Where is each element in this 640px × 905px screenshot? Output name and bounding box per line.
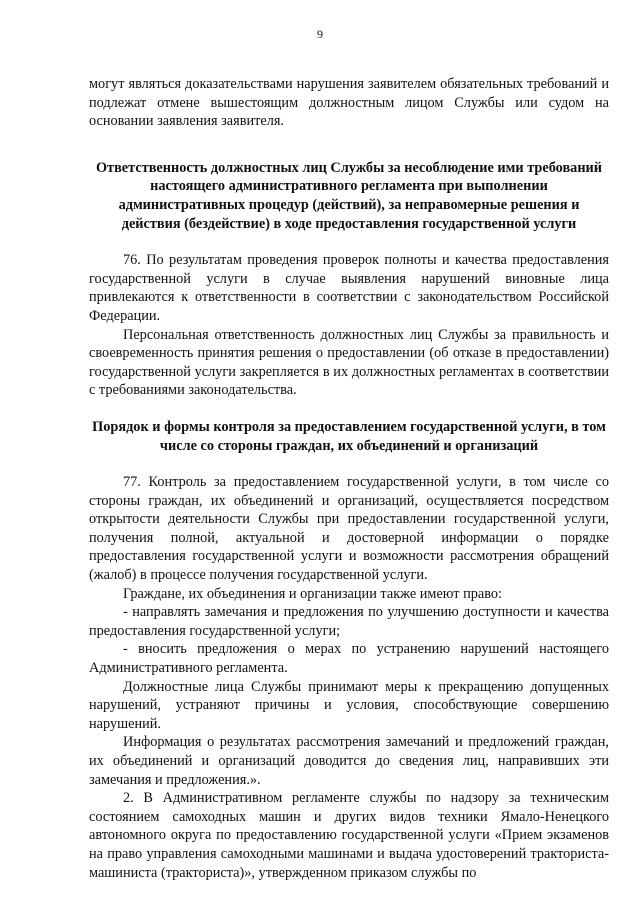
paragraph-2: 2. В Административном регламенте службы по надзору за техническим состоянием самоходных машин и других видов техники Ямало-Ненецкого автономного округа по предоставлению государственной услуги «Прием экзаменов на право управления самоходными машинами и выдача удостоверений тракториста-машиниста (тракториста)», утвержденном приказом службы по xyxy=(89,790,609,881)
paragraph-77-item-remarks: - направлять замечания и предложения по улучшению доступности и качества предоставления государственной услуги; xyxy=(89,604,609,639)
spacer xyxy=(89,400,609,418)
spacer xyxy=(89,131,609,159)
paragraph-77-information: Информация о результатах рассмотрения замечаний и предложений граждан, их объединений и организаций доводится до сведения лиц, направивших эти замечания и предложения.». xyxy=(89,734,609,788)
document-body xyxy=(89,75,609,882)
intro-paragraph: могут являться доказательствами нарушения заявителем обязательных требований и подлежат отмене вышестоящим должностным лицом Службы или судом на основании заявления заявителя. xyxy=(89,76,609,130)
paragraph-77-item-proposals: - вносить предложения о мерах по устранению нарушений настоящего Административного регламента. xyxy=(89,641,609,677)
paragraph-77: 77. Контроль за предоставлением государственной услуги, в том числе со стороны граждан, их объединений и организаций, осуществляется посредством открытости деятельности Службы при предоставлении государственной услуги, получения полной, актуальной и достоверной информации о порядке предоставления государственной услуги и возможности рассмотрения обращений (жалоб) в процессе получения государственной услуги. xyxy=(89,474,609,584)
spacer xyxy=(89,455,609,473)
spacer xyxy=(89,233,609,251)
section-heading-control: Порядок и формы контроля за предоставлением государственной услуги, в том числе со стороны граждан, их объединений и организаций xyxy=(92,418,606,454)
paragraph-77-rights: Граждане, их объединения и организации также имеют право: xyxy=(123,585,503,602)
paragraph-77-measures: Должностные лица Службы принимают меры к прекращению допущенных нарушений, устраняют причины и условия, способствующие совершению нарушений. xyxy=(89,678,609,732)
paragraph-76: 76. По результатам проведения проверок полноты и качества предоставления государственной услуги в случае выявления нарушений виновные лица привлекаются к ответственности в соответствии с законодательством Российской Федерации. xyxy=(89,252,609,324)
section-heading-responsibility: Ответственность должностных лиц Службы за несоблюдение ими требований настоящего административного регламента при выполнении административных процедур (действий), за неправомерные решения и действия (бездействие) в ходе предоставления государственной услуги xyxy=(95,159,603,232)
page-number: 9 xyxy=(317,27,323,41)
paragraph-76-personal-responsibility: Персональная ответственность должностных лиц Службы за правильность и своевременность принятия решения о предоставлении (об отказе в предоставлении) государственной услуги закрепляется в их должностных регламентах в соответствии с требованиями законодательства. xyxy=(89,326,609,399)
